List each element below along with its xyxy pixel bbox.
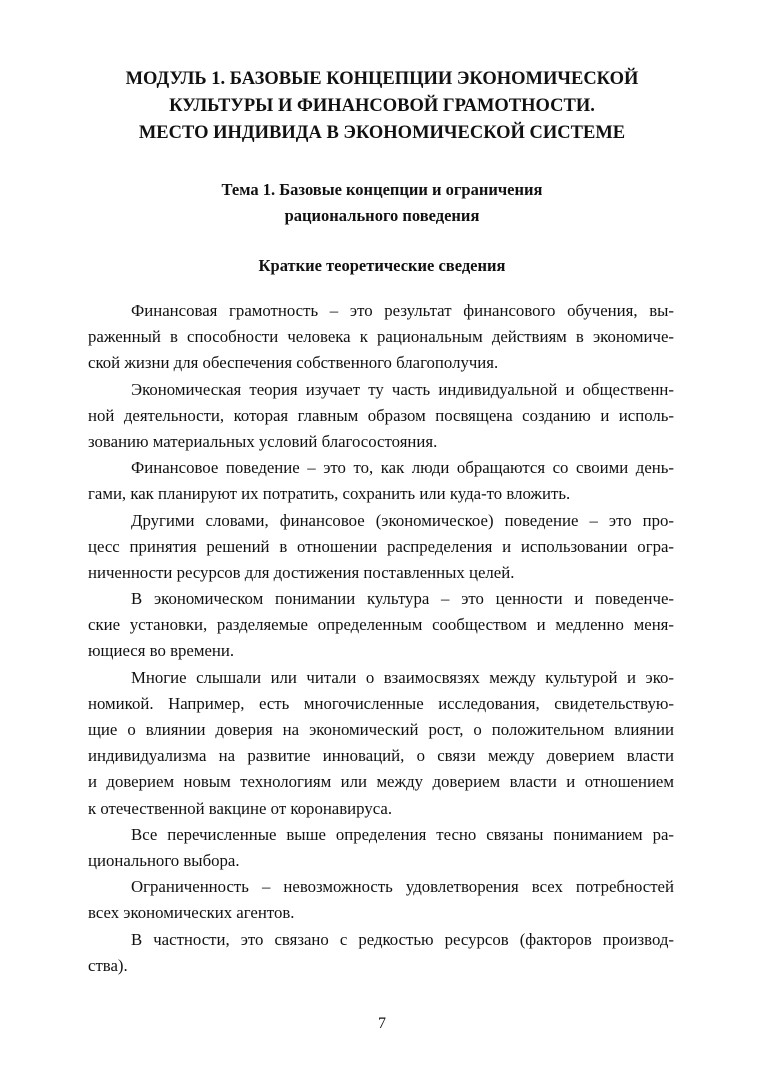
topic-title-line: рационального поведения [284, 206, 480, 225]
text-line: ной деятельности, которая главным образом посвящена созданию и исполь- [88, 405, 674, 425]
paragraph-financial-behavior [88, 455, 674, 507]
paragraph-resources [88, 927, 674, 979]
paragraph-decision-process [88, 508, 674, 587]
paragraph-economic-theory [88, 377, 674, 456]
paragraph-financial-literacy [88, 298, 674, 377]
text-line: номикой. Например, есть многочисленные исследования, свидетельствую- [88, 693, 674, 713]
text-line: Финансовая грамотность – это результат финансового обучения, вы- [131, 301, 674, 320]
text-line: ционального выбора. [88, 850, 240, 870]
page-number: 7 [378, 1015, 386, 1032]
topic-title-line: Тема 1. Базовые концепции и ограничения [221, 180, 543, 199]
text-line: Экономическая теория изучает ту часть индивидуальной и общественн- [131, 379, 674, 399]
text-line: гами, как планируют их потратить, сохранить или куда-то вложить. [88, 484, 571, 504]
text-line: всех экономических агентов. [88, 903, 295, 923]
text-line: индивидуализма на развитие инноваций, о связи между доверием власти [88, 746, 674, 766]
text-line: Финансовое поведение – это то, как люди обращаются со своими день- [131, 458, 674, 478]
text-line: зованию материальных условий благосостояния. [88, 431, 438, 451]
paragraph-scarcity [88, 874, 674, 926]
module-title-line: МОДУЛЬ 1. БАЗОВЫЕ КОНЦЕПЦИИ ЭКОНОМИЧЕСКОЙ [125, 69, 639, 89]
paragraph-rational-choice [88, 822, 674, 874]
text-line: Ограниченность – невозможность удовлетворения всех потребностей [131, 877, 674, 897]
text-line: Многие слышали или читали о взаимосвязях между культурой и эко- [131, 667, 674, 687]
text-line: ниченности ресурсов для достижения поставленных целей. [88, 562, 515, 582]
text-line: ющиеся во времени. [88, 641, 235, 661]
text-line: Все перечисленные выше определения тесно связаны пониманием ра- [131, 824, 674, 844]
text-line: В частности, это связано с редкостью ресурсов (факторов производ- [131, 929, 674, 949]
topic-title [90, 177, 674, 229]
text-line: и доверием новым технологиям или между доверием власти и отношением [88, 772, 674, 792]
module-title-line: КУЛЬТУРЫ И ФИНАНСОВОЙ ГРАМОТНОСТИ. [169, 96, 595, 116]
section-title: Краткие теоретические сведения [258, 256, 506, 275]
paragraph-culture-economy [88, 665, 674, 822]
text-line: цесс принятия решений в отношении распределения и использовании огра- [88, 536, 674, 556]
text-line: щие о влиянии доверия на экономический рост, о положительном влиянии [88, 720, 674, 739]
module-title-line: МЕСТО ИНДИВИДА В ЭКОНОМИЧЕСКОЙ СИСТЕМЕ [138, 123, 626, 143]
module-title [90, 66, 674, 147]
text-line: ства). [88, 955, 128, 975]
text-line: к отечественной вакцине от коронавируса. [88, 798, 393, 818]
text-line: раженный в способности человека к рациональным действиям в экономиче- [88, 327, 674, 347]
body-text [88, 298, 674, 979]
text-line: В экономическом понимании культура – это ценности и поведенче- [131, 589, 674, 609]
text-line: ской жизни для обеспечения собственного благополучия. [88, 353, 499, 373]
paragraph-culture [88, 586, 674, 665]
text-line: ские установки, разделяемые определенным сообществом и медленно меня- [88, 615, 674, 635]
text-line: Другими словами, финансовое (экономическое) поведение – это про- [131, 510, 674, 530]
